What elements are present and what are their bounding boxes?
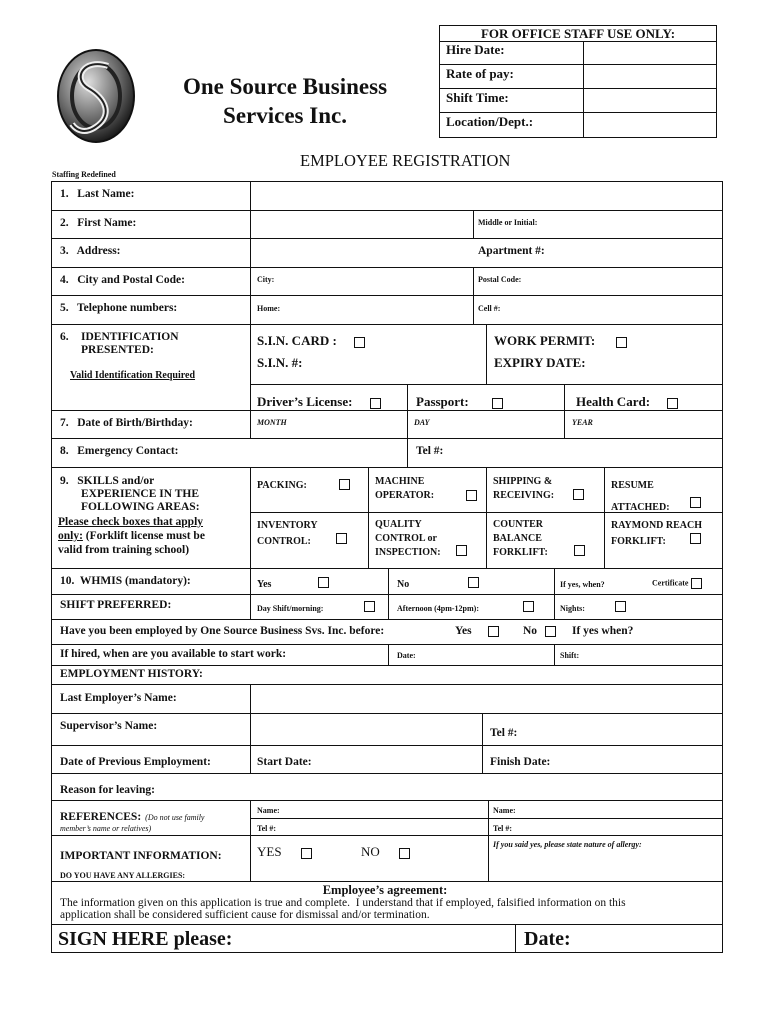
office-location: Location/Dept.: (446, 114, 534, 129)
signature-field[interactable] (260, 926, 514, 952)
middle-initial-label: Middle or Initial: (478, 218, 538, 227)
form-title: EMPLOYEE REGISTRATION (300, 151, 511, 170)
allergy-yes-text: YES (257, 844, 282, 859)
references-note-line2: member’s name or relatives) (60, 824, 152, 833)
machine-line2: OPERATOR: (375, 490, 435, 501)
passport-checkbox[interactable] (492, 398, 503, 409)
office-shift-field[interactable] (584, 89, 716, 112)
last-name-label: 1. Last Name: (60, 188, 135, 200)
reference2-name-label: Name: (493, 806, 516, 815)
skills-instr-line1: Please check boxes that apply (58, 516, 204, 528)
office-use-box (439, 25, 717, 138)
office-location-field[interactable] (584, 113, 716, 137)
health-card-label (576, 394, 678, 410)
work-permit-label (494, 333, 627, 349)
quality-line2: CONTROL or (375, 533, 437, 544)
city-postal-label: 4. City and Postal Code: (60, 274, 185, 286)
work-permit-text: WORK PERMIT: (494, 333, 596, 348)
availability-shift-label: Shift: (560, 651, 580, 660)
resume-attached-label (611, 475, 670, 519)
passport-label (416, 394, 503, 410)
address-label: 3. Address: (60, 245, 121, 257)
shift-nights-label: Nights: (560, 604, 585, 613)
last-employer-input[interactable] (252, 686, 722, 712)
inventory-control-checkbox[interactable] (336, 533, 347, 544)
start-date-label: Start Date: (257, 756, 312, 768)
shipping-line2: RECEIVING: (493, 490, 555, 501)
reference2-tel-label: Tel #: (493, 824, 513, 833)
employed-before-no-label: No (523, 625, 538, 637)
skills-label-line3: FOLLOWING AREAS: (81, 501, 200, 513)
telephone-label: 5. Telephone numbers: (60, 302, 178, 314)
drivers-license-checkbox[interactable] (370, 398, 381, 409)
agreement-text (60, 897, 626, 921)
whmis-yes-checkbox[interactable] (318, 577, 329, 588)
raymond-reach-checkbox[interactable] (690, 533, 701, 544)
availability-date-label: Date: (397, 651, 416, 660)
inventory-control-label (257, 518, 318, 550)
raymond-line1: RAYMOND REACH (611, 520, 703, 531)
office-hire-date: Hire Date: (446, 42, 505, 57)
allergy-no-checkbox[interactable] (399, 848, 410, 859)
counter-line3: FORKLIFT: (493, 547, 548, 558)
health-card-text: Health Card: (576, 394, 651, 409)
references-title: REFERENCES: (60, 811, 142, 823)
quality-line3: INSPECTION: (375, 547, 441, 558)
office-rate-of-pay: Rate of pay: (446, 66, 514, 81)
whmis-certificate-text: Certificate (652, 578, 689, 588)
emergency-contact-label: 8. Emergency Contact: (60, 445, 179, 457)
references-note-line1: (Do not use family (145, 813, 205, 822)
agreement-line1: The information given on this application is true and complete. I understand that if employed, falsified information on this (60, 897, 626, 909)
shift-afternoon-checkbox[interactable] (523, 601, 534, 612)
dob-year: YEAR (572, 418, 593, 427)
identification-label (81, 331, 179, 357)
finish-date-label: Finish Date: (490, 756, 551, 768)
last-name-input[interactable] (252, 182, 722, 209)
company-logo (54, 44, 138, 148)
work-permit-checkbox[interactable] (616, 337, 627, 348)
agreement-title: Employee’s agreement: (322, 883, 448, 897)
allergy-note: If you said yes, please state nature of allergy: (493, 840, 642, 849)
drivers-license-label (257, 394, 381, 410)
passport-text: Passport: (416, 394, 469, 409)
allergy-no-label (361, 844, 410, 860)
allergy-no-text: NO (361, 844, 380, 859)
employed-before-question: Have you been employed by One Source Business Svs. Inc. before: (60, 625, 385, 637)
employed-before-yes-checkbox[interactable] (488, 626, 499, 637)
reference1-tel-label: Tel #: (257, 824, 277, 833)
raymond-line2: FORKLIFT: (611, 536, 666, 547)
whmis-yes-label: Yes (257, 579, 272, 590)
dob-month: MONTH (257, 418, 287, 427)
company-name-line1: One Source Business (182, 74, 388, 99)
allergy-yes-checkbox[interactable] (301, 848, 312, 859)
allergies-question: DO YOU HAVE ANY ALLERGIES: (60, 871, 186, 880)
shift-afternoon-label: Afternoon (4pm-12pm): (397, 604, 479, 613)
quality-control-label (375, 518, 441, 560)
counter-line2: BALANCE (493, 533, 542, 544)
employed-before-when: If yes when? (572, 625, 634, 637)
drivers-license-text: Driver’s License: (257, 394, 353, 409)
dob-day: DAY (414, 418, 430, 427)
sign-date-label: Date: (524, 928, 571, 950)
city-label: City: (257, 275, 275, 284)
previous-employment-label: Date of Previous Employment: (60, 756, 211, 768)
reason-leaving-label: Reason for leaving: (60, 784, 155, 796)
valid-id-required: Valid Identification Required (70, 370, 196, 381)
whmis-no-checkbox[interactable] (468, 577, 479, 588)
quality-control-checkbox[interactable] (456, 545, 467, 556)
sin-card-text: S.I.N. CARD : (257, 333, 337, 348)
skills-instr-line3: valid from training school) (58, 544, 190, 556)
sign-date-field[interactable] (580, 926, 722, 952)
counter-line1: COUNTER (493, 519, 544, 530)
inventory-line1: INVENTORY (257, 520, 318, 531)
employment-history-header: EMPLOYMENT HISTORY: (60, 668, 203, 680)
whmis-label: 10. WHMIS (mandatory): (60, 575, 191, 587)
machine-operator-label (375, 475, 434, 503)
sign-here-label: SIGN HERE please: (58, 928, 233, 950)
supervisor-tel-label: Tel #: (490, 727, 518, 739)
identification-label-line2: PRESENTED: (81, 344, 154, 356)
office-hire-date-field[interactable] (584, 42, 716, 64)
whmis-no-label: No (397, 579, 410, 590)
sin-number-label: S.I.N. #: (257, 355, 303, 370)
quality-line1: QUALITY (375, 519, 422, 530)
whmis-certificate-label (652, 578, 702, 589)
reference1-name-label: Name: (257, 806, 280, 815)
skills-instr-only: only: (58, 530, 83, 542)
supervisor-label: Supervisor’s Name: (60, 720, 158, 732)
important-info-label: IMPORTANT INFORMATION: (60, 850, 222, 862)
availability-label: If hired, when are you available to start work: (60, 648, 287, 660)
first-name-label: 2. First Name: (60, 217, 137, 229)
company-tagline: Staffing Redefined (52, 170, 116, 179)
home-phone-label: Home: (257, 304, 281, 313)
address-input[interactable] (252, 239, 472, 266)
company-name-line2: Services Inc. (223, 103, 347, 128)
skills-instr-forklift: (Forklift license must be (85, 530, 205, 542)
packing-label: PACKING: (257, 480, 307, 491)
skills-label-line2: EXPERIENCE IN THE (81, 488, 200, 500)
raymond-reach-label (611, 518, 702, 550)
counter-balance-label (493, 518, 548, 560)
machine-operator-checkbox[interactable] (466, 490, 477, 501)
apartment-label: Apartment #: (478, 245, 545, 257)
whmis-certificate-checkbox[interactable] (691, 578, 702, 589)
resume-line1: RESUME (611, 480, 654, 491)
last-employer-label: Last Employer’s Name: (60, 692, 177, 704)
dob-label: 7. Date of Birth/Birthday: (60, 417, 193, 429)
form-frame (51, 181, 723, 953)
shift-nights-checkbox[interactable] (615, 601, 626, 612)
inventory-line2: CONTROL: (257, 536, 311, 547)
sin-card-checkbox[interactable] (354, 337, 365, 348)
office-shift-time: Shift Time: (446, 90, 509, 105)
shift-day-checkbox[interactable] (364, 601, 375, 612)
identification-number: 6. (60, 331, 69, 343)
emergency-tel-label: Tel #: (416, 445, 444, 457)
skills-instructions (58, 515, 205, 557)
allergy-yes-label (257, 844, 312, 860)
skills-label (60, 475, 200, 514)
sin-card-label (257, 333, 365, 349)
identification-label-line1: IDENTIFICATION (81, 331, 179, 343)
employed-before-yes-label: Yes (455, 625, 472, 637)
counter-balance-checkbox[interactable] (574, 545, 585, 556)
shift-preferred-label: SHIFT PREFERRED: (60, 599, 172, 611)
company-name (140, 72, 430, 130)
resume-attached-checkbox[interactable] (690, 497, 701, 508)
employed-before-no-checkbox[interactable] (545, 626, 556, 637)
shipping-receiving-label (493, 475, 554, 503)
postal-code-label: Postal Code: (478, 275, 522, 284)
office-rate-field[interactable] (584, 65, 716, 88)
first-name-input[interactable] (252, 211, 472, 237)
whmis-when-label: If yes, when? (560, 580, 605, 589)
agreement-line2: application shall be considered sufficient cause for dismissal and/or termination. (60, 909, 430, 921)
references-label (60, 810, 204, 834)
shipping-receiving-checkbox[interactable] (573, 489, 584, 500)
expiry-date-label: EXPIRY DATE: (494, 355, 586, 370)
shift-day-label: Day Shift/morning: (257, 604, 324, 613)
skills-instr-line2 (58, 529, 205, 543)
cell-phone-label: Cell #: (478, 304, 501, 313)
resume-line2: ATTACHED: (611, 502, 670, 513)
machine-line1: MACHINE (375, 476, 425, 487)
office-use-header: FOR OFFICE STAFF USE ONLY: (440, 26, 716, 42)
packing-checkbox[interactable] (339, 479, 350, 490)
health-card-checkbox[interactable] (667, 398, 678, 409)
shipping-line1: SHIPPING & (493, 476, 553, 487)
skills-label-line1: 9. SKILLS and/or (60, 475, 155, 487)
